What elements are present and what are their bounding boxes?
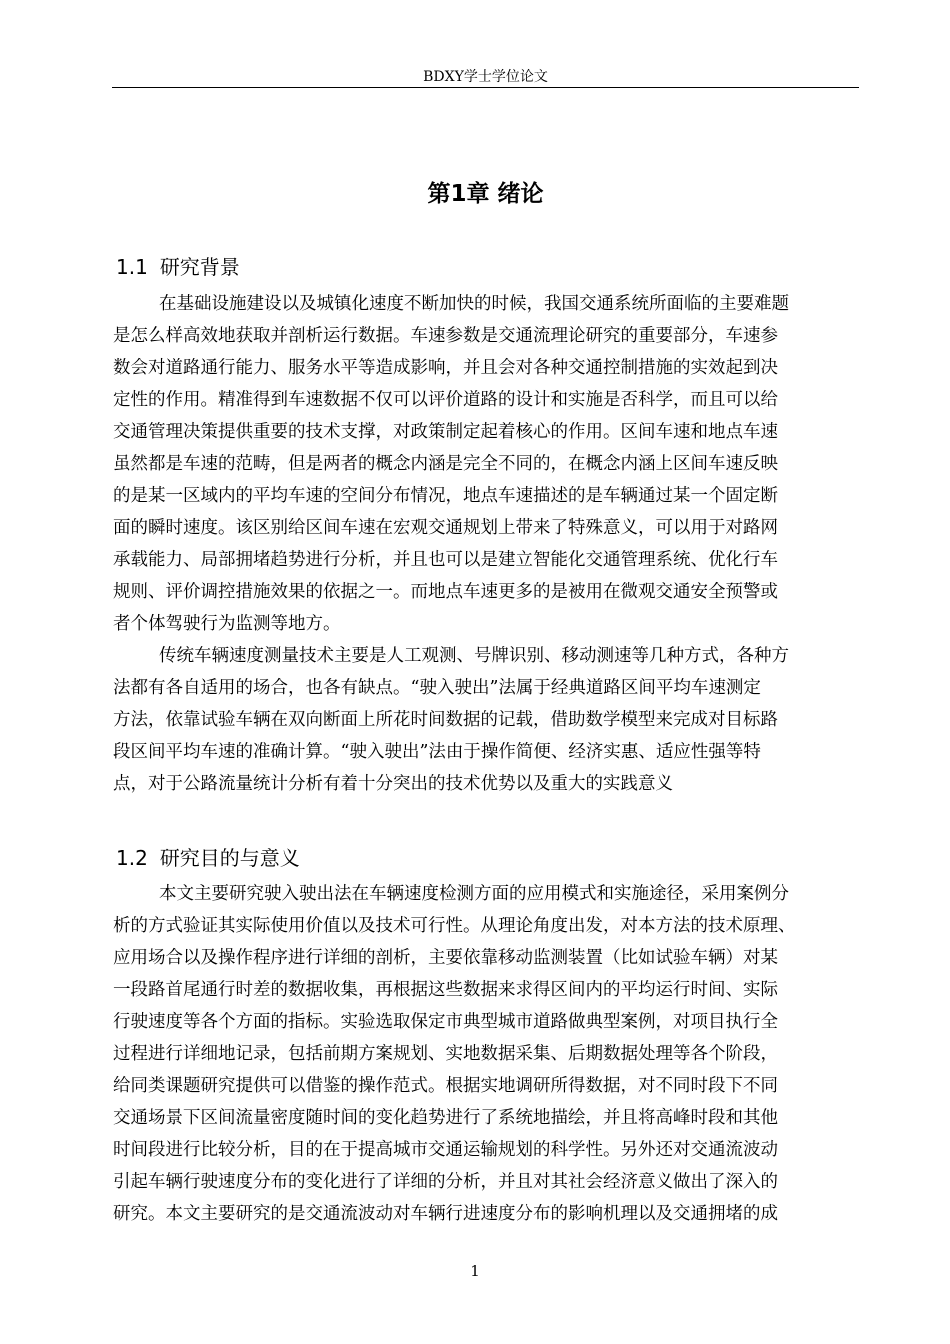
text-line: 是怎么样高效地获取并剖析运行数据。车速参数是交通流理论研究的重要部分，车速参 (113, 326, 778, 346)
section-title: 研究目的与意义 (159, 846, 300, 870)
text-line: 在基础设施建设以及城镇化速度不断加快的时候，我国交通系统所面临的主要难题 (159, 294, 789, 314)
section-1-2-body (113, 878, 853, 1230)
chapter-title: 第1章 绪论 (427, 181, 544, 207)
text-line: 传统车辆速度测量技术主要是人工观测、号牌识别、移动测速等几种方式，各种方 (159, 646, 789, 666)
section-heading-1-1 (116, 252, 240, 282)
text-line: 虽然都是车速的范畴，但是两者的概念内涵是完全不同的，在概念内涵上区间车速反映 (113, 454, 778, 474)
section-heading-1-2 (116, 843, 300, 873)
text-line: 给同类课题研究提供可以借鉴的操作范式。根据实地调研所得数据，对不同时段下不同 (113, 1076, 778, 1096)
paragraph (113, 288, 853, 640)
text-line: 者个体驾驶行为监测等地方。 (113, 614, 341, 634)
text-line: 过程进行详细地记录，包括前期方案规划、实地数据采集、后期数据处理等各个阶段， (113, 1044, 778, 1064)
text-line: 段区间平均车速的准确计算。“驶入驶出”法由于操作简便、经济实惠、适应性强等特 (113, 742, 761, 762)
text-line: 点，对于公路流量统计分析有着十分突出的技术优势以及重大的实践意义 (113, 774, 673, 794)
text-line: 引起车辆行驶速度分布的变化进行了详细的分析，并且对其社会经济意义做出了深入的 (113, 1172, 778, 1192)
text-line: 本文主要研究驶入驶出法在车辆速度检测方面的应用模式和实施途径，采用案例分 (159, 884, 789, 904)
text-line: 的是某一区域内的平均车速的空间分布情况，地点车速描述的是车辆通过某一个固定断 (113, 486, 778, 506)
text-line: 数会对道路通行能力、服务水平等造成影响，并且会对各种交通控制措施的实效起到决 (113, 358, 778, 378)
paragraph (113, 640, 853, 800)
text-line: 承载能力、局部拥堵趋势进行分析，并且也可以是建立智能化交通管理系统、优化行车 (113, 550, 778, 570)
text-line: 应用场合以及操作程序进行详细的剖析，主要依靠移动监测装置（比如试验车辆）对某 (113, 948, 778, 968)
paragraph (113, 878, 853, 1230)
text-line: 研究。本文主要研究的是交通流波动对车辆行进速度分布的影响机理以及交通拥堵的成 (113, 1204, 778, 1224)
section-number: 1.1 (116, 255, 148, 279)
section-number: 1.2 (116, 846, 148, 870)
text-line: 行驶速度等各个方面的指标。实验选取保定市典型城市道路做典型案例，对项目执行全 (113, 1012, 778, 1032)
section-title: 研究背景 (159, 255, 240, 279)
text-line: 方法，依靠试验车辆在双向断面上所花时间数据的记载，借助数学模型来完成对目标路 (113, 710, 778, 730)
text-line: 定性的作用。精准得到车速数据不仅可以评价道路的设计和实施是否科学，而且可以给 (113, 390, 778, 410)
text-line: 交通场景下区间流量密度随时间的变化趋势进行了系统地描绘，并且将高峰时段和其他 (113, 1108, 778, 1128)
page-number: 1 (470, 1262, 480, 1280)
text-line: 交通管理决策提供重要的技术支撑，对政策制定起着核心的作用。区间车速和地点车速 (113, 422, 778, 442)
text-line: 面的瞬时速度。该区别给区间车速在宏观交通规划上带来了特殊意义，可以用于对路网 (113, 518, 778, 538)
section-1-1-body (113, 288, 853, 800)
text-line: 规则、评价调控措施效果的依据之一。而地点车速更多的是被用在微观交通安全预警或 (113, 582, 778, 602)
running-header: BDXY学士学位论文 (423, 69, 548, 85)
text-line: 时间段进行比较分析，目的在于提高城市交通运输规划的科学性。另外还对交通流波动 (113, 1140, 778, 1160)
text-line: 一段路首尾通行时差的数据收集，再根据这些数据来求得区间内的平均运行时间、实际 (113, 980, 778, 1000)
header-rule (112, 87, 859, 88)
text-line: 析的方式验证其实际使用价值以及技术可行性。从理论角度出发，对本方法的技术原理、 (113, 916, 796, 936)
text-line: 法都有各自适用的场合，也各有缺点。“驶入驶出”法属于经典道路区间平均车速测定 (113, 678, 761, 698)
